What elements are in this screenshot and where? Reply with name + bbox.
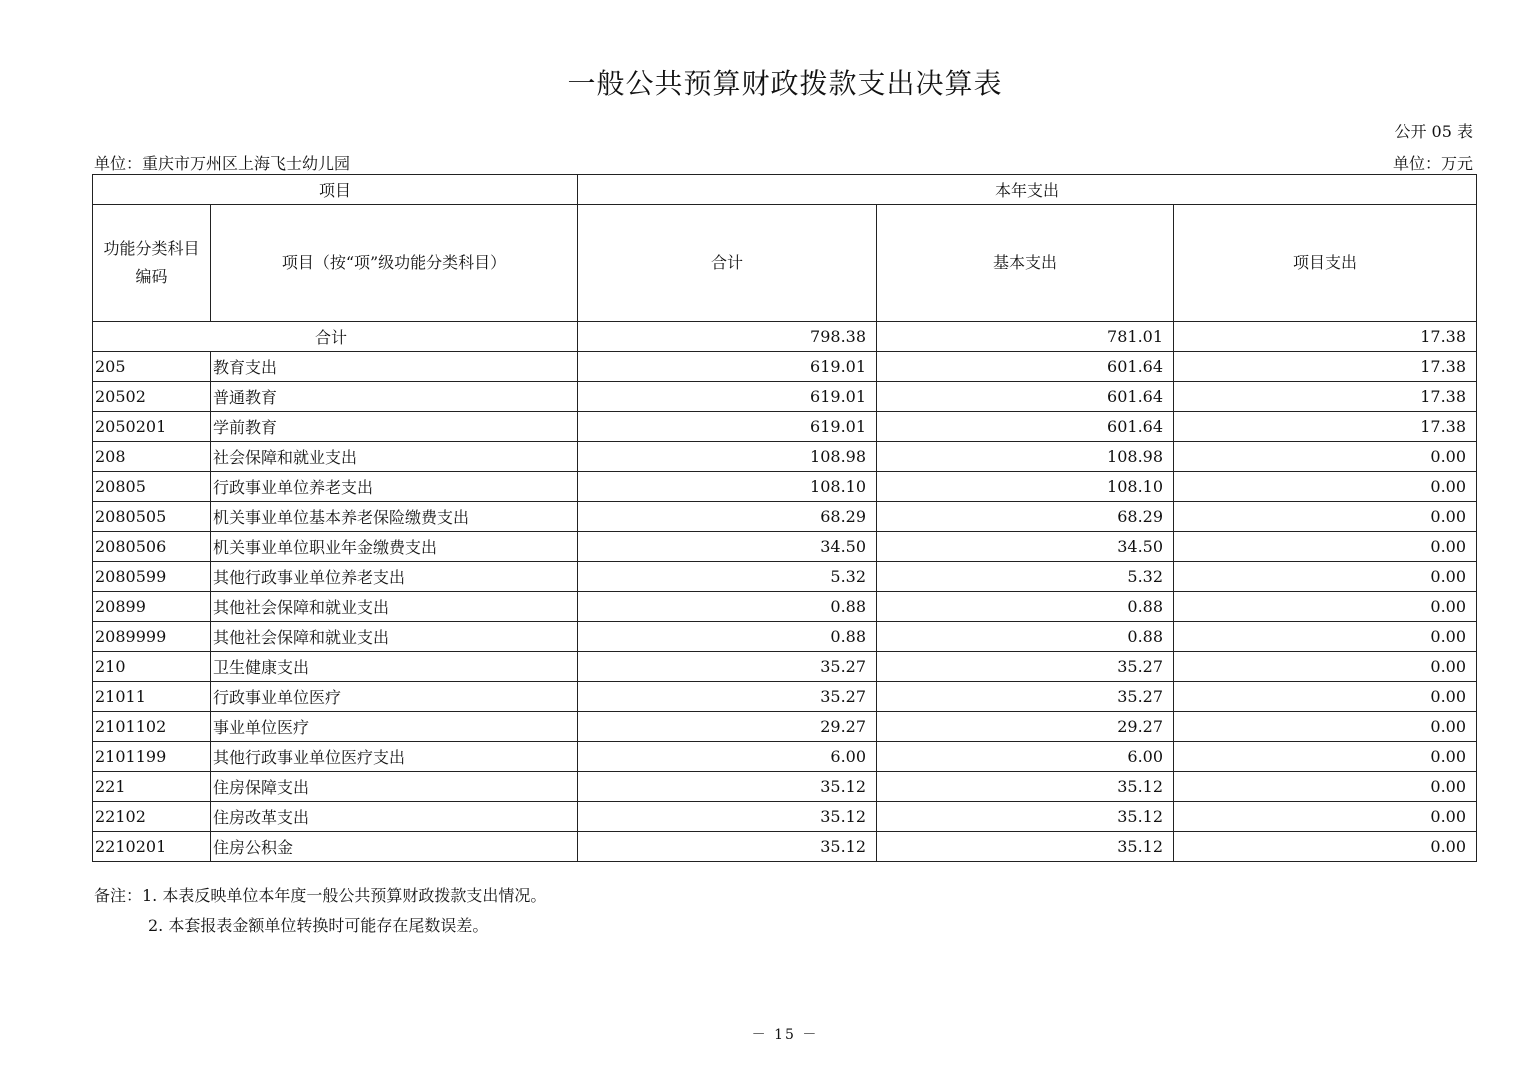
row-project: 0.00	[1174, 532, 1477, 562]
row-name: 其他行政事业单位医疗支出	[211, 742, 578, 772]
row-total: 35.12	[578, 772, 877, 802]
table-row	[93, 802, 1477, 832]
table-row	[93, 352, 1477, 382]
row-basic: 29.27	[877, 712, 1174, 742]
table-row	[93, 652, 1477, 682]
row-name: 普通教育	[211, 382, 578, 412]
row-basic: 6.00	[877, 742, 1174, 772]
row-total: 108.10	[578, 472, 877, 502]
organization-unit: 单位：重庆市万州区上海飞士幼儿园	[94, 154, 351, 173]
total-basic: 781.01	[877, 322, 1174, 352]
row-name: 教育支出	[211, 352, 578, 382]
row-basic: 601.64	[877, 412, 1174, 442]
row-basic: 108.10	[877, 472, 1174, 502]
row-name: 其他社会保障和就业支出	[211, 622, 578, 652]
row-basic: 68.29	[877, 502, 1174, 532]
row-basic: 0.88	[877, 622, 1174, 652]
row-name: 社会保障和就业支出	[211, 442, 578, 472]
row-basic: 34.50	[877, 532, 1174, 562]
row-basic: 5.32	[877, 562, 1174, 592]
table-row	[93, 712, 1477, 742]
row-code: 2080506	[93, 532, 211, 562]
row-name: 住房公积金	[211, 832, 578, 862]
money-unit: 单位：万元	[1392, 154, 1473, 173]
row-name: 卫生健康支出	[211, 652, 578, 682]
row-name: 机关事业单位职业年金缴费支出	[211, 532, 578, 562]
row-code: 221	[93, 772, 211, 802]
row-code: 2080599	[93, 562, 211, 592]
row-total: 35.27	[578, 652, 877, 682]
row-basic: 35.12	[877, 772, 1174, 802]
row-name: 学前教育	[211, 412, 578, 442]
row-code: 2101102	[93, 712, 211, 742]
table-row	[93, 742, 1477, 772]
row-name: 其他行政事业单位养老支出	[211, 562, 578, 592]
table-row	[93, 682, 1477, 712]
row-total: 6.00	[578, 742, 877, 772]
table-row	[93, 772, 1477, 802]
row-basic: 35.27	[877, 652, 1174, 682]
table-row	[93, 382, 1477, 412]
header-row-columns	[93, 205, 1477, 322]
col-total-header: 合计	[578, 205, 877, 322]
form-number: 公开 05 表	[1394, 122, 1473, 141]
table-row	[93, 412, 1477, 442]
col-project-header: 项目支出	[1174, 205, 1477, 322]
row-project: 0.00	[1174, 652, 1477, 682]
row-code: 20899	[93, 592, 211, 622]
notes	[94, 881, 546, 941]
row-code: 2050201	[93, 412, 211, 442]
row-code: 2089999	[93, 622, 211, 652]
row-name: 其他社会保障和就业支出	[211, 592, 578, 622]
row-name: 事业单位医疗	[211, 712, 578, 742]
row-project: 0.00	[1174, 682, 1477, 712]
row-basic: 108.98	[877, 442, 1174, 472]
row-code: 21011	[93, 682, 211, 712]
note-1: 备注：1. 本表反映单位本年度一般公共预算财政拨款支出情况。	[94, 886, 547, 905]
row-name: 住房保障支出	[211, 772, 578, 802]
row-project: 0.00	[1174, 772, 1477, 802]
row-project: 0.00	[1174, 562, 1477, 592]
table-row	[93, 502, 1477, 532]
row-project: 0.00	[1174, 502, 1477, 532]
table-row	[93, 592, 1477, 622]
row-project: 0.00	[1174, 832, 1477, 862]
row-name: 行政事业单位养老支出	[211, 472, 578, 502]
row-project: 0.00	[1174, 802, 1477, 832]
table-row	[93, 472, 1477, 502]
row-code: 2080505	[93, 502, 211, 532]
row-total: 29.27	[578, 712, 877, 742]
row-name: 行政事业单位医疗	[211, 682, 578, 712]
row-basic: 35.12	[877, 832, 1174, 862]
row-basic: 0.88	[877, 592, 1174, 622]
row-total: 5.32	[578, 562, 877, 592]
header-year-expenditure: 本年支出	[578, 175, 1477, 205]
page-number: － 15 －	[751, 1027, 819, 1043]
row-total: 619.01	[578, 382, 877, 412]
row-basic: 601.64	[877, 352, 1174, 382]
row-total: 34.50	[578, 532, 877, 562]
row-total: 0.88	[578, 622, 877, 652]
col-name-header: 项目（按“项”级功能分类科目）	[211, 205, 578, 322]
row-total: 619.01	[578, 412, 877, 442]
row-total: 68.29	[578, 502, 877, 532]
total-amount: 798.38	[578, 322, 877, 352]
expenditure-table	[92, 174, 1477, 862]
row-basic: 601.64	[877, 382, 1174, 412]
row-total: 108.98	[578, 442, 877, 472]
row-code: 208	[93, 442, 211, 472]
row-name: 住房改革支出	[211, 802, 578, 832]
header-row-group	[93, 175, 1477, 205]
row-project: 0.00	[1174, 742, 1477, 772]
row-total: 35.12	[578, 802, 877, 832]
table-row	[93, 442, 1477, 472]
table-row	[93, 532, 1477, 562]
col-basic-header: 基本支出	[877, 205, 1174, 322]
row-name: 机关事业单位基本养老保险缴费支出	[211, 502, 578, 532]
row-basic: 35.12	[877, 802, 1174, 832]
row-total: 0.88	[578, 592, 877, 622]
row-total: 35.27	[578, 682, 877, 712]
row-project: 0.00	[1174, 592, 1477, 622]
row-project: 0.00	[1174, 712, 1477, 742]
total-label: 合计	[93, 322, 578, 352]
row-code: 20805	[93, 472, 211, 502]
total-row	[93, 322, 1477, 352]
row-code: 2210201	[93, 832, 211, 862]
row-code: 205	[93, 352, 211, 382]
row-code: 210	[93, 652, 211, 682]
col-code-header: 功能分类科目编码	[93, 205, 211, 322]
row-project: 0.00	[1174, 442, 1477, 472]
row-project: 17.38	[1174, 382, 1477, 412]
note-2: 2. 本套报表金额单位转换时可能存在尾数误差。	[148, 916, 489, 935]
table-row	[93, 622, 1477, 652]
row-total: 35.12	[578, 832, 877, 862]
page-title: 一般公共预算财政拨款支出决算表	[567, 67, 1003, 100]
total-project: 17.38	[1174, 322, 1477, 352]
row-basic: 35.27	[877, 682, 1174, 712]
header-item: 项目	[93, 175, 578, 205]
row-code: 22102	[93, 802, 211, 832]
row-project: 0.00	[1174, 622, 1477, 652]
row-project: 17.38	[1174, 412, 1477, 442]
row-code: 20502	[93, 382, 211, 412]
table-row	[93, 562, 1477, 592]
row-project: 17.38	[1174, 352, 1477, 382]
table-row	[93, 832, 1477, 862]
row-code: 2101199	[93, 742, 211, 772]
row-total: 619.01	[578, 352, 877, 382]
row-project: 0.00	[1174, 472, 1477, 502]
